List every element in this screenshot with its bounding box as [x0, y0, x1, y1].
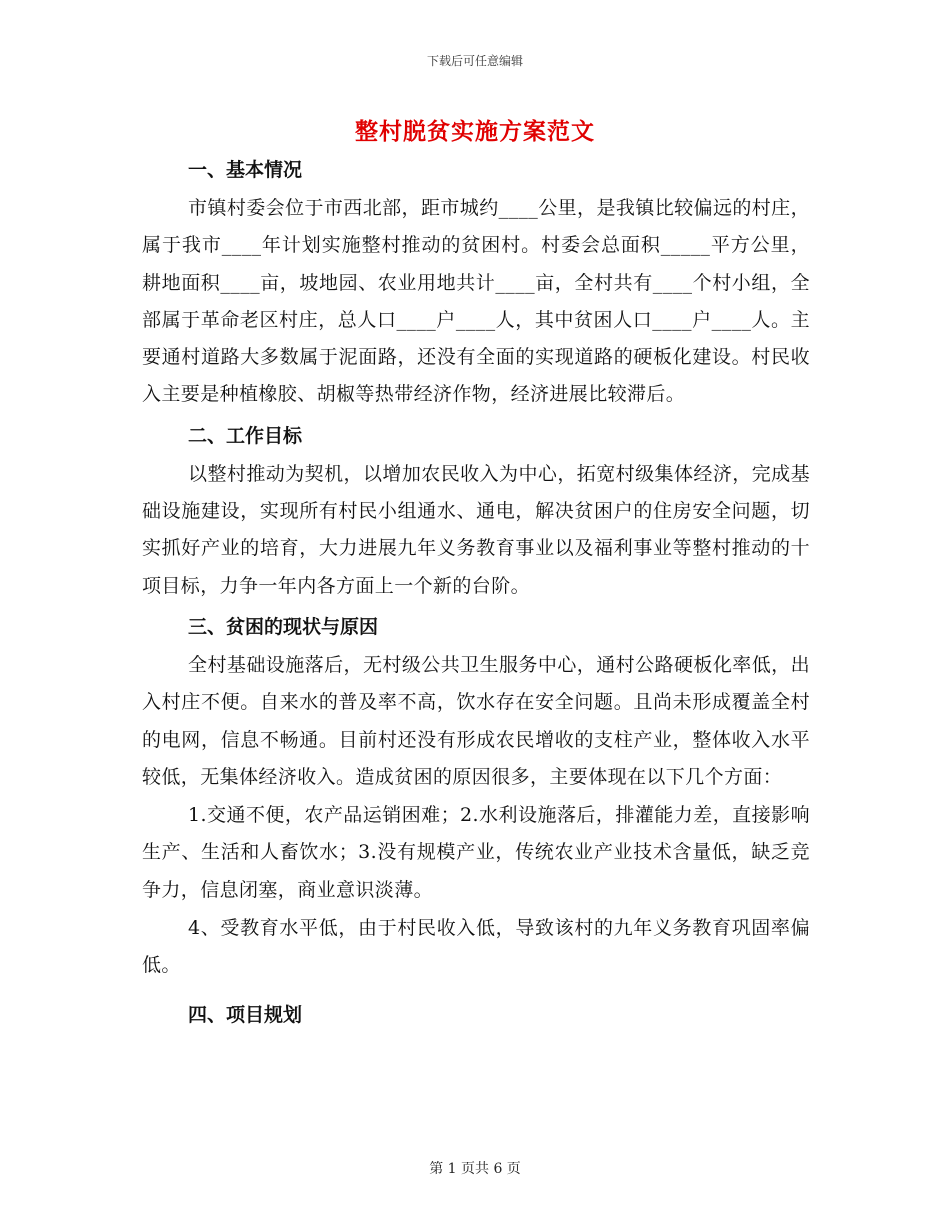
paragraph: 全村基础设施落后，无村级公共卫生服务中心，通村公路硬板化率低，出入村庄不便。自来水的普及率不高，饮水存在安全问题。且尚未形成覆盖全村的电网，信息不畅通。目前村还没有形成农民增收的支柱产业，整体收入水平较低，无集体经济收入。造成贫困的原因很多，主要体现在以下几个方面：: [142, 653, 810, 788]
page-footer: 第 1 页共 6 页: [429, 1161, 521, 1177]
section-heading: 二、工作目标: [188, 424, 303, 447]
paragraph: 市镇村委会位于市西北部，距市城约____公里，是我镇比较偏远的村庄，属于我市____年计划实施整村推动的贫困村。村委会总面积_____平方公里，耕地面积____亩，坡地园、农业用地共计____亩，全村共有____个村小组，全部属于革命老区村庄，总人口____户____人，其中贫困人口____户____人。主要通村道路大多数属于泥面路，还没有全面的实现道路的硬板化建设。村民收入主要是种植橡胶、胡椒等热带经济作物，经济进展比较滞后。: [142, 197, 810, 406]
section-heading: 四、项目规划: [188, 1003, 303, 1026]
document-title: 整村脱贫实施方案范文: [355, 118, 595, 145]
paragraph: 4、受教育水平低，由于村民收入低，导致该村的九年义务教育巩固率偏低。: [142, 917, 810, 977]
document-body: [142, 150, 810, 1035]
header-note: 下载后可任意编辑: [426, 54, 523, 68]
section-heading: 一、基本情况: [188, 159, 303, 181]
paragraph: 以整村推动为契机，以增加农民收入为中心，拓宽村级集体经济，完成基础设施建设，实现所有村民小组通水、通电，解决贫困户的住房安全问题，切实抓好产业的培育，大力进展九年义务教育事业以及福利事业等整村推动的十项目标，力争一年内各方面上一个新的台阶。: [142, 462, 810, 597]
section-heading: 三、贫困的现状与原因: [188, 615, 379, 638]
paragraph: 1.交通不便，农产品运销困难；2.水利设施落后，排灌能力差，直接影响生产、生活和人畜饮水；3.没有规模产业，传统农业产业技术含量低，缺乏竞争力，信息闭塞，商业意识淡薄。: [142, 804, 810, 901]
